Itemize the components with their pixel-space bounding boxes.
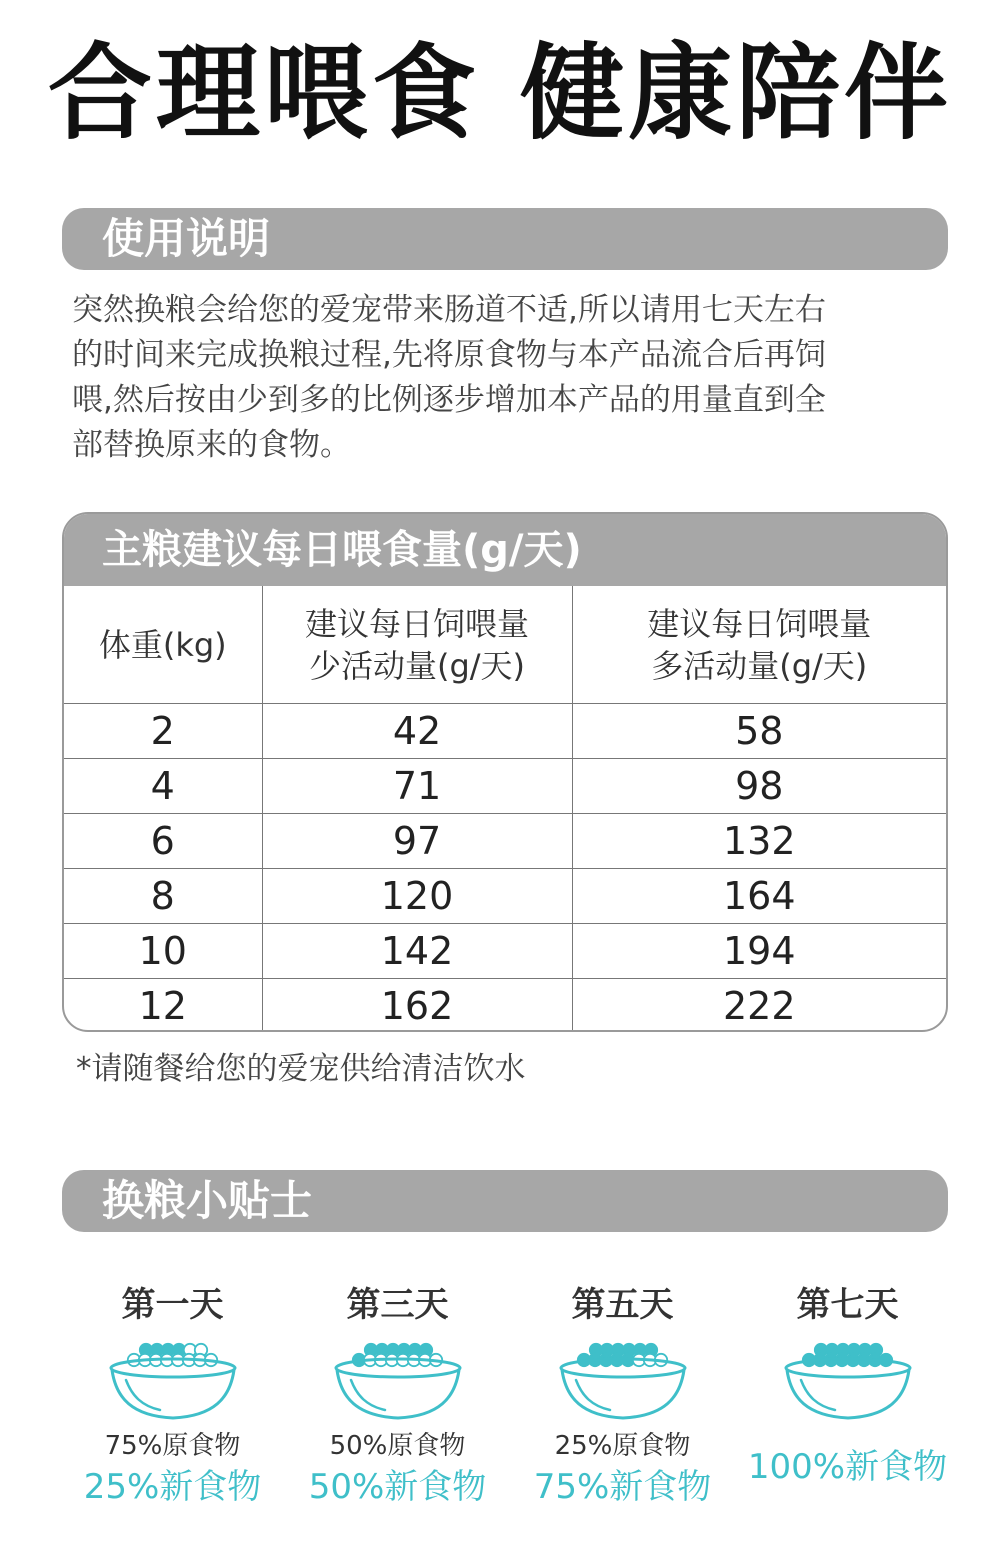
usage-line: 的时间来完成换粮过程,先将原食物与本产品流合后再饲 [72, 337, 826, 373]
table-row [64, 814, 946, 869]
new-food-percent: 25%新食物 [83, 1467, 262, 1507]
high-activity-cell: 98 [572, 759, 946, 814]
table-row [64, 924, 946, 979]
weight-cell: 10 [64, 924, 262, 979]
stage-day-label: 第七天 [796, 1285, 899, 1325]
stage-day-label: 第三天 [346, 1285, 449, 1325]
weight-cell: 8 [64, 869, 262, 924]
stage-day-5 [510, 1280, 735, 1510]
food-bowl-icon [773, 1336, 923, 1426]
stage-day-label: 第一天 [121, 1285, 224, 1325]
feeding-table-title: 主粮建议每日喂食量(g/天) [64, 514, 946, 586]
table-row [64, 759, 946, 814]
low-activity-cell: 71 [262, 759, 572, 814]
table-row [64, 979, 946, 1033]
table-row [64, 704, 946, 759]
high-activity-cell: 132 [572, 814, 946, 869]
table-header-row [64, 586, 946, 704]
old-food-percent: 50%原食物 [329, 1431, 466, 1461]
low-activity-cell: 97 [262, 814, 572, 869]
food-bowl-icon [548, 1336, 698, 1426]
low-activity-cell: 120 [262, 869, 572, 924]
food-bowl-icon [98, 1336, 248, 1426]
tips-section-header: 换粮小贴士 [62, 1170, 948, 1232]
column-header-weight: 体重(kg) [64, 586, 262, 704]
weight-cell: 2 [64, 704, 262, 759]
water-note: *请随餐给您的爱宠供给清洁饮水 [76, 1051, 526, 1087]
weight-cell: 12 [64, 979, 262, 1033]
new-food-percent: 50%新食物 [308, 1467, 487, 1507]
usage-line: 部替换原来的食物。 [72, 427, 351, 463]
feeding-table [62, 512, 948, 1032]
new-food-percent: 75%新食物 [533, 1467, 712, 1507]
page-title: 合理喂食 健康陪伴 [47, 32, 953, 154]
transition-stages [60, 1280, 960, 1540]
high-activity-cell: 194 [572, 924, 946, 979]
column-header-low-activity: 建议每日饲喂量 少活动量(g/天) [262, 586, 572, 704]
low-activity-cell: 42 [262, 704, 572, 759]
table-row [64, 869, 946, 924]
low-activity-cell: 142 [262, 924, 572, 979]
high-activity-cell: 58 [572, 704, 946, 759]
usage-section-header: 使用说明 [62, 208, 948, 270]
weight-cell: 6 [64, 814, 262, 869]
stage-day-label: 第五天 [571, 1285, 674, 1325]
high-activity-cell: 222 [572, 979, 946, 1033]
high-activity-cell: 164 [572, 869, 946, 924]
old-food-percent: 75%原食物 [104, 1431, 241, 1461]
usage-line: 喂,然后按由少到多的比例逐步增加本产品的用量直到全 [72, 382, 826, 418]
stage-day-3 [285, 1280, 510, 1510]
old-food-percent: 25%原食物 [554, 1431, 691, 1461]
food-bowl-icon [323, 1336, 473, 1426]
usage-line: 突然换粮会给您的爱宠带来肠道不适,所以请用七天左右 [72, 292, 826, 328]
usage-instructions [72, 288, 942, 468]
column-header-high-activity: 建议每日饲喂量 多活动量(g/天) [572, 586, 946, 704]
stage-day-7 [735, 1280, 960, 1490]
stage-day-1 [60, 1280, 285, 1510]
low-activity-cell: 162 [262, 979, 572, 1033]
new-food-percent: 100%新食物 [747, 1447, 948, 1487]
feeding-amount-table [64, 586, 946, 1032]
weight-cell: 4 [64, 759, 262, 814]
